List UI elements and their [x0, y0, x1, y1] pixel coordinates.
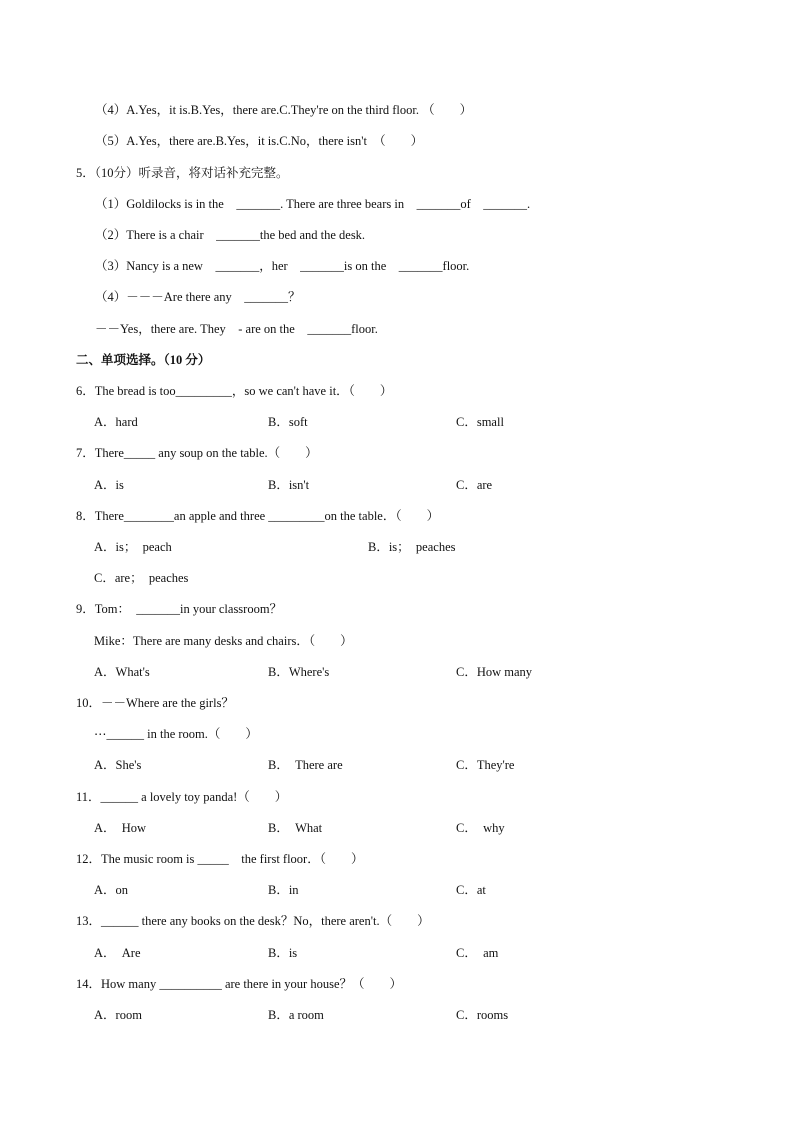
- question-stem: 7．There_____ any soup on the table.（ ）: [76, 446, 318, 460]
- question-stem-line-2: Mike：There are many desks and chairs．（ ）: [94, 634, 353, 648]
- q5-line-4: （4）－－－Are there any _______？: [95, 290, 301, 304]
- option-a[interactable]: A．hard: [94, 415, 138, 429]
- q5-line-1: （1）Goldilocks is in the _______. There are three bears in _______of _______.: [95, 197, 531, 211]
- option-b[interactable]: B．soft: [268, 415, 308, 429]
- question-stem-line-2: ⋯______ in the room.（ ）: [94, 727, 258, 741]
- section-title: 二、单项选择。（10 分）: [76, 353, 211, 367]
- option-a[interactable]: A． How: [94, 821, 147, 835]
- option-c[interactable]: C．They're: [456, 758, 515, 772]
- question-stem: 9．Tom： _______in your classroom？: [76, 602, 283, 616]
- option-a[interactable]: A．She's: [94, 758, 142, 772]
- option-c[interactable]: C． why: [456, 821, 505, 835]
- question-stem: 14．How many __________ are there in your house？（ ）: [76, 977, 402, 991]
- option-a[interactable]: A．room: [94, 1008, 142, 1022]
- question-stem: 6．The bread is too_________，so we can't have it．（ ）: [76, 384, 393, 398]
- q4-item-4: （4）A.Yes，it is.B.Yes，there are.C.They're on the third floor. （ ）: [95, 103, 473, 117]
- option-a[interactable]: A． Are: [94, 946, 141, 960]
- question-stem: 13．______ there any books on the desk？No，there aren't.（ ）: [76, 914, 430, 928]
- option-c[interactable]: C．at: [456, 883, 486, 897]
- option-c[interactable]: C．small: [456, 415, 504, 429]
- option-a[interactable]: A．What's: [94, 665, 150, 679]
- option-b[interactable]: B．a room: [268, 1008, 324, 1022]
- option-a[interactable]: A．is； peach: [94, 540, 172, 554]
- question-stem: 11．______ a lovely toy panda!（ ）: [76, 790, 288, 804]
- option-c[interactable]: C．rooms: [456, 1008, 509, 1022]
- q5-line-2: （2）There is a chair _______the bed and the desk.: [95, 228, 366, 242]
- option-b[interactable]: B．isn't: [268, 478, 310, 492]
- option-b[interactable]: B． What: [268, 821, 323, 835]
- option-b[interactable]: B．Where's: [268, 665, 330, 679]
- question-stem: 12．The music room is _____ the first floor．（ ）: [76, 852, 364, 866]
- option-c[interactable]: C． am: [456, 946, 499, 960]
- option-b[interactable]: B．in: [268, 883, 299, 897]
- question-stem: 10．－－Where are the girls？: [76, 696, 234, 710]
- q5-title: 5．（10分）听录音，将对话补充完整。: [76, 166, 289, 180]
- option-a[interactable]: A．is: [94, 478, 124, 492]
- option-c[interactable]: C．How many: [456, 665, 533, 679]
- option-b[interactable]: B．is； peaches: [368, 540, 456, 554]
- q5-line-5: －－Yes，there are. They - are on the _______floor.: [95, 322, 378, 336]
- question-stem: 8．There________an apple and three _________on the table．（ ）: [76, 509, 440, 523]
- option-b[interactable]: B．is: [268, 946, 298, 960]
- option-b[interactable]: B． There are: [268, 758, 343, 772]
- option-c[interactable]: C．are: [456, 478, 493, 492]
- option-c[interactable]: C．are； peaches: [94, 571, 189, 585]
- q5-line-3: （3）Nancy is a new _______，her _______is on the _______floor.: [95, 259, 470, 273]
- option-a[interactable]: A．on: [94, 883, 129, 897]
- q4-item-5: （5）A.Yes，there are.B.Yes，it is.C.No，there isn't （ ）: [95, 134, 424, 148]
